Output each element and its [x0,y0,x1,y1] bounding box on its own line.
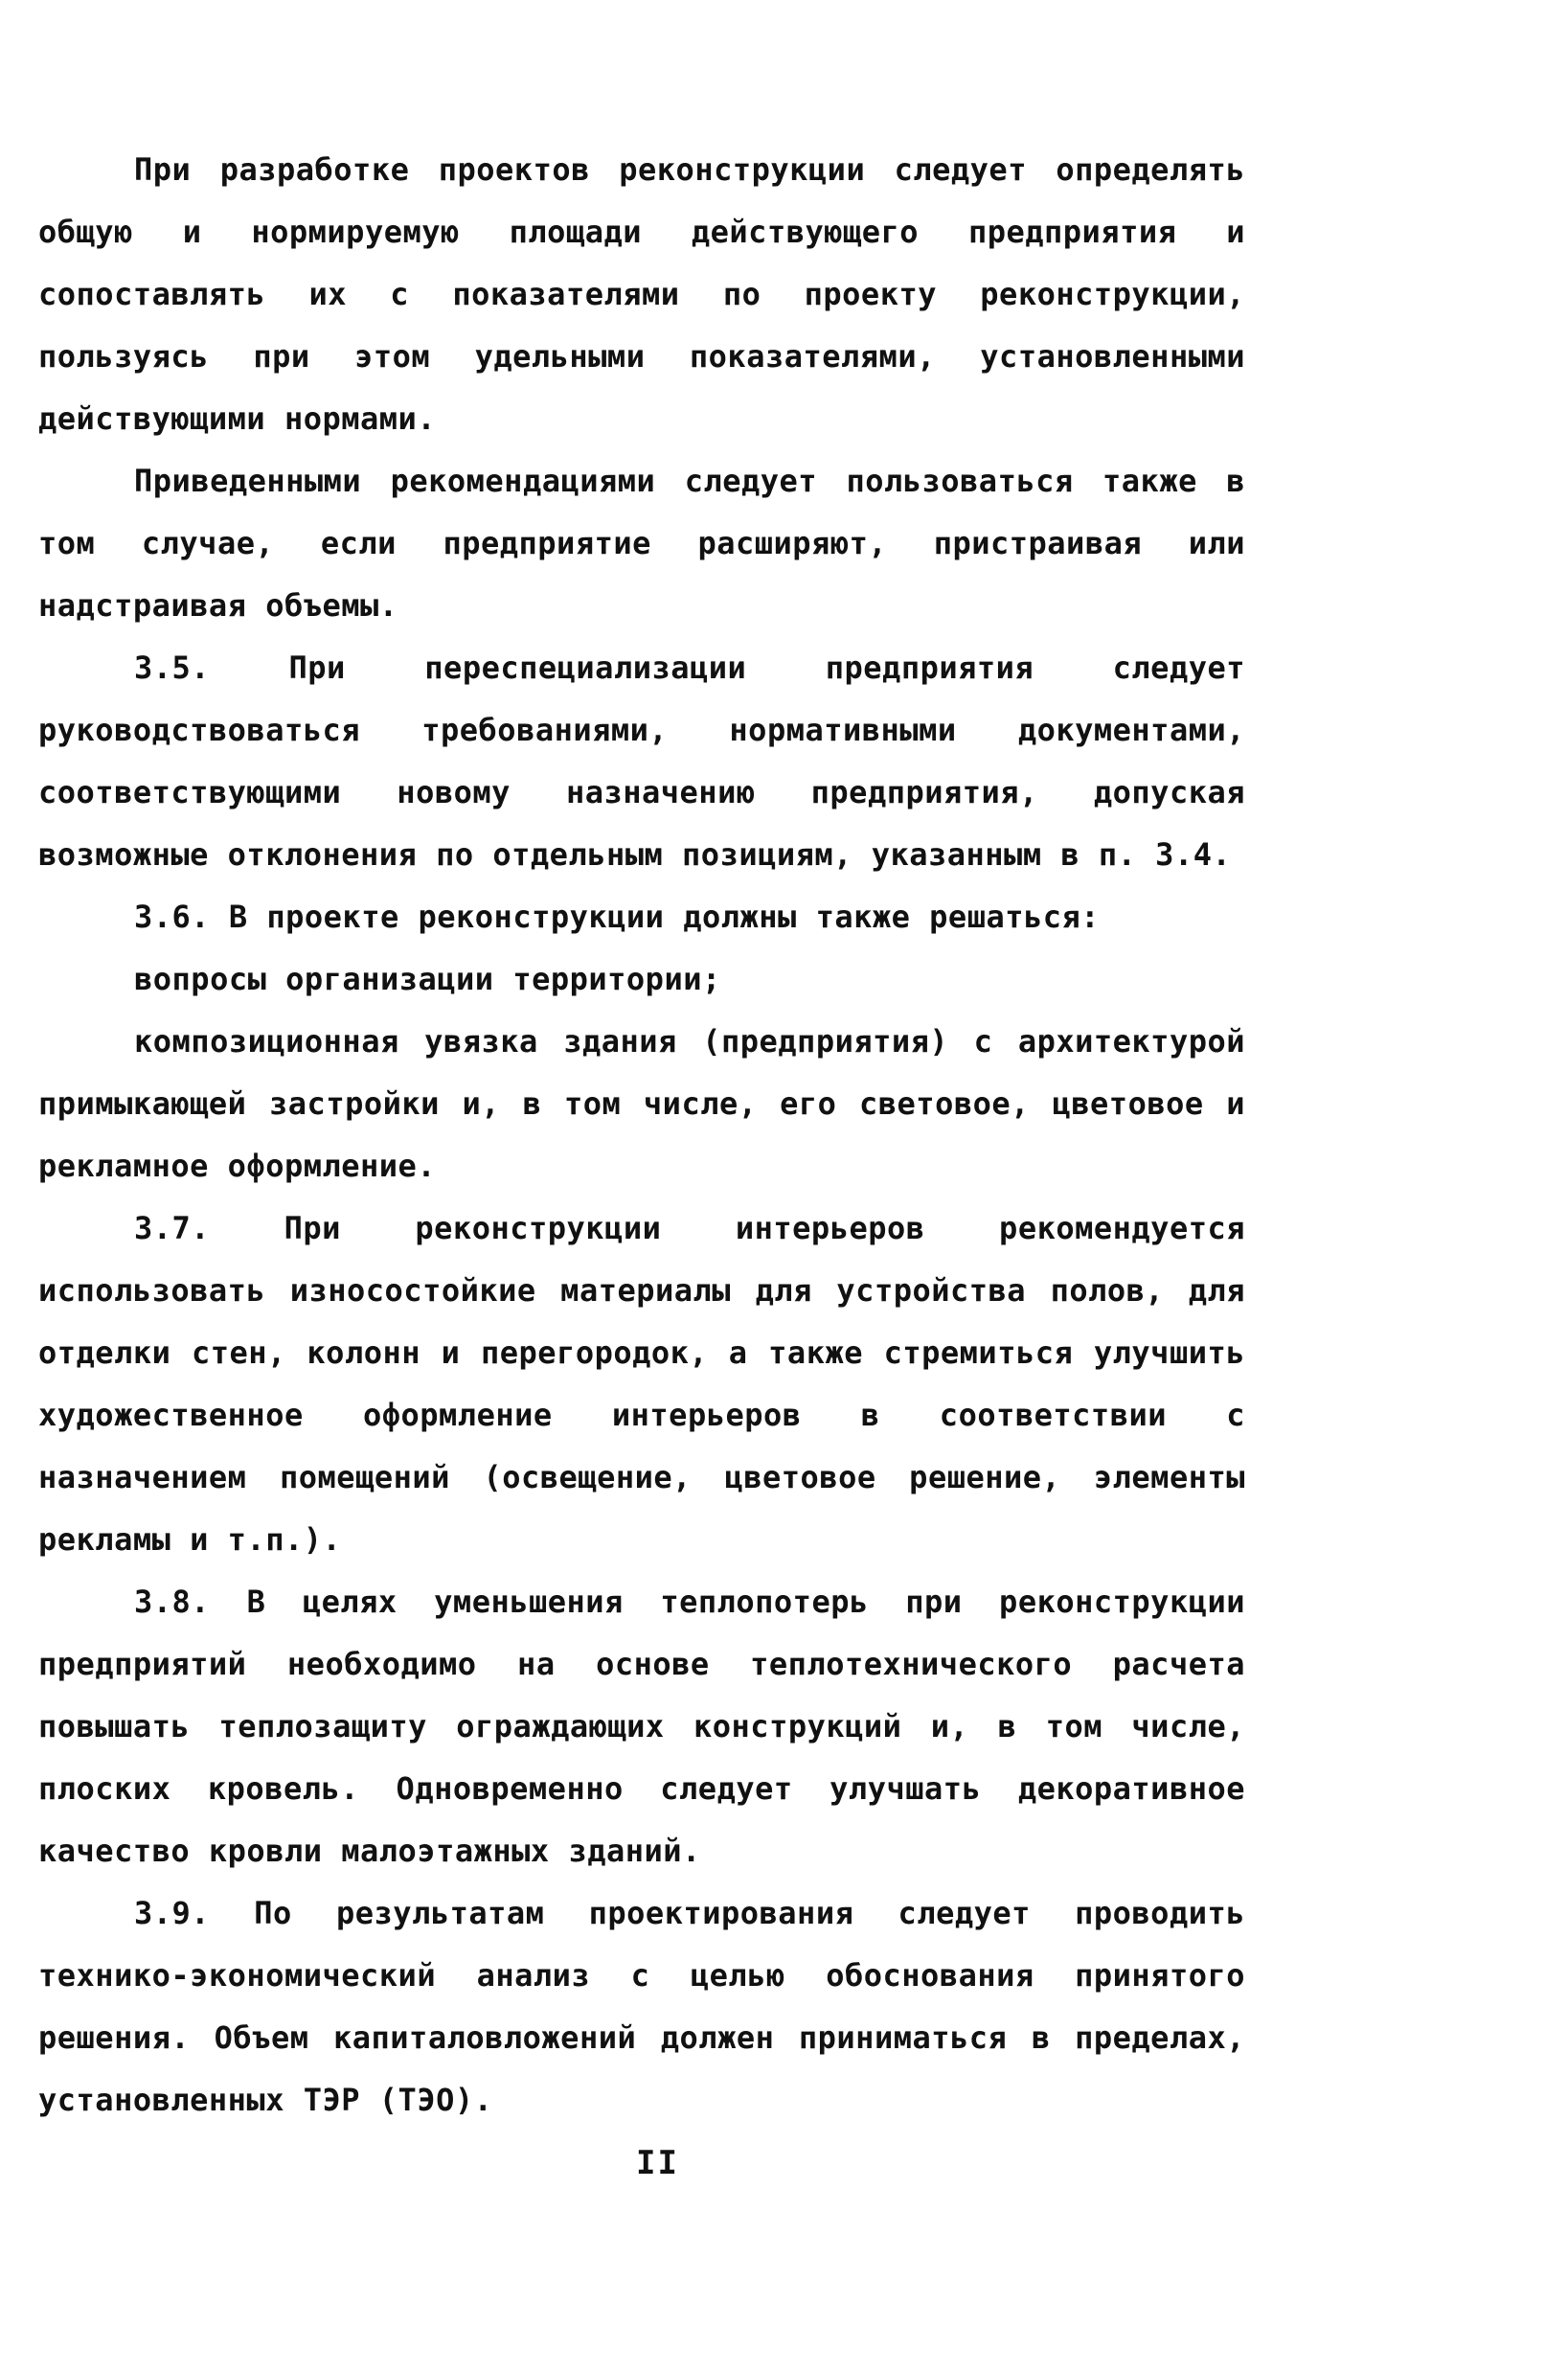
paragraph-3-5: 3.5. При переспециализации предприятия следует руководствоваться требованиями, нормативными документами, соответствующими новому назначению предприятия, допуская возможные отклонения по отдельным позициям, указанным в п. 3.4. [38,650,1245,873]
paragraph-3-7: 3.7. При реконструкции интерьеров рекомендуется использовать износостойкие материалы для устройства полов, для отделки стен, колонн и перегородок, а также стремиться улучшить художественное оформление интерьеров в соответствии с назначением помещений (освещение, цветовое решение, элементы рекламы и т.п.). [38,1210,1245,1558]
paragraph-extension: Приведенными рекомендациями следует пользоваться также в том случае, если предприятие расширяют, пристраивая или надстраивая объемы. [38,463,1245,624]
paragraph-3-6: 3.6. В проекте реконструкции должны также решаться: [134,899,1101,935]
page-number: II [636,2144,679,2182]
body-text [38,139,1245,2132]
paragraph-3-9: 3.9. По результатам проектирования следует проводить технико-экономический анализ с целью обоснования принятого решения. Объем капиталовложений должен приниматься в пределах, установленных ТЭР (ТЭО). [38,1895,1245,2118]
paragraph-3-6-item-territory: вопросы организации территории; [134,961,721,997]
paragraph-3-8: 3.8. В целях уменьшения теплопотерь при реконструкции предприятий необходимо на основе теплотехнического расчета повышать теплозащиту ограждающих конструкций и, в том числе, плоских кровель. Одновременно следует улучшать декоративное качество кровли малоэтажных зданий. [38,1584,1245,1869]
paragraph-floor-area: При разработке проектов реконструкции следует определять общую и нормируемую площади действующего предприятия и сопоставлять их с показателями по проекту реконструкции, пользуясь при этом удельными показателями, установленными действующими нормами. [38,151,1245,437]
paragraph-3-6-item-composition: композиционная увязка здания (предприятия) с архитектурой примыкающей застройки и, в том числе, его световое, цветовое и рекламное оформление. [38,1023,1245,1184]
